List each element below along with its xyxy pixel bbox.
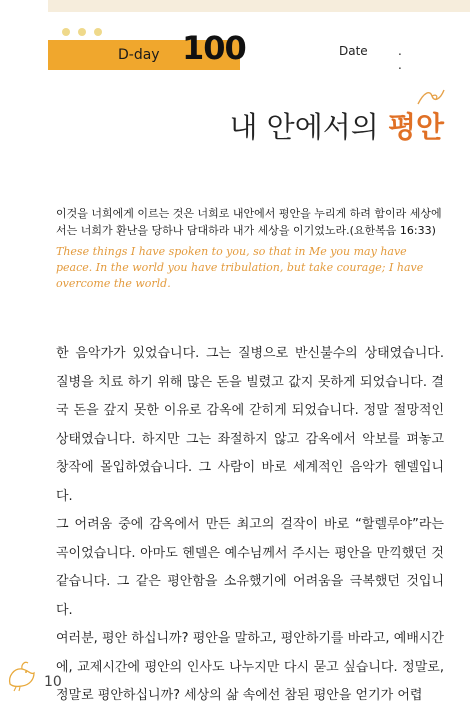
header-dot-1: [62, 28, 70, 36]
body-text: [56, 340, 444, 711]
date-label: Date: [339, 44, 368, 58]
body-paragraph-3: 여러분, 평안 하십니까? 평안을 말하고, 평안하기를 바라고, 예배시간에, 교제시간에 평안의 인사도 나누지만 다시 묻고 싶습니다. 정말로, 정말로 평안하십니까? 세상의 삶 속에선 참된 평안을 얻기가 어렵: [56, 631, 444, 703]
swirl-ornament-icon: [416, 86, 446, 108]
dday-number: 100: [182, 29, 246, 67]
verse-korean: 이것을 너희에게 이르는 것은 너희로 내안에서 평안을 누리게 하려 함이라 세상에서는 너희가 환난을 당하나 담대하라 내가 세상을 이기었노라.(요한복음 16:33): [56, 207, 442, 237]
body-paragraph-1: 한 음악가가 있었습니다. 그는 질병으로 반신불수의 상태였습니다. 질병을 치료 하기 위해 많은 돈을 빌렸고 값지 못하게 되었습니다. 결국 돈을 갚지 못한 이유로 감옥에 갇히게 되었습니다. 정말 절망적인 상태였습니다. 하지만 그는 좌절하지 않고 감옥에서 악보를 펴놓고 창작에 몰입하였습니다. 그 사람이 바로 세계적인 음악가 헨델입니다.: [56, 346, 444, 504]
body-paragraph-2: 그 어려움 중에 감옥에서 만든 최고의 걸작이 바로 “할렐루야”라는 곡이었습니다. 아마도 헨델은 예수님께서 주시는 평안을 만끽했던 것 같습니다. 그 같은 평안함을 소유했기에 어려움을 극복했던 것입니다.: [56, 517, 444, 618]
header-dot-3: [94, 28, 102, 36]
title-main: 내 안에서의: [229, 110, 388, 144]
header-dot-2: [78, 28, 86, 36]
bird-icon: [4, 658, 40, 692]
header-band: [48, 0, 470, 12]
title-accent: 평안: [387, 110, 444, 144]
page-number: 10: [44, 674, 62, 690]
dday-label: D-day: [118, 47, 160, 63]
verse-english: These things I have spoken to you, so that in Me you may have peace. In the world you have tribulation, but take courage; I have overcome the world.: [56, 245, 424, 290]
page-title: [229, 105, 444, 146]
date-separators: . .: [398, 44, 434, 72]
